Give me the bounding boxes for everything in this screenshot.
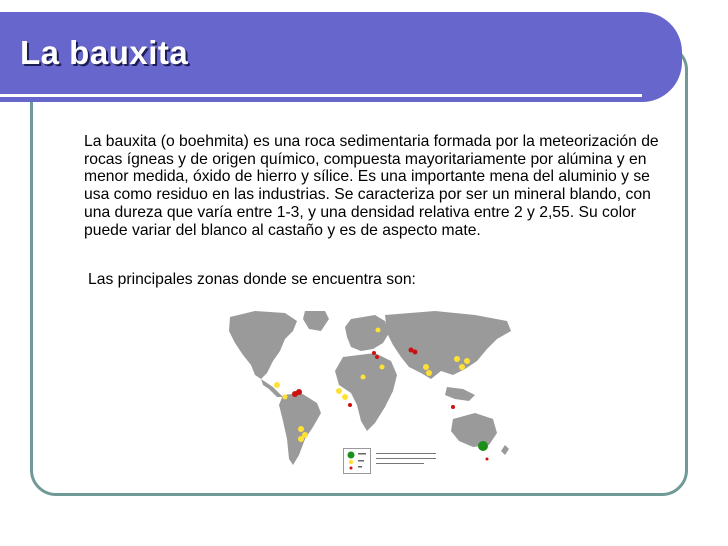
map-legend — [343, 448, 371, 474]
bauxite-world-map — [225, 309, 515, 469]
deposit-marker — [298, 426, 304, 432]
deposit-marker — [375, 355, 379, 359]
legend-caption — [376, 451, 436, 466]
deposit-marker — [380, 365, 385, 370]
greenland-landmass — [303, 311, 329, 331]
deposit-marker — [451, 405, 455, 409]
north-america-landmass — [229, 311, 297, 379]
deposit-marker — [486, 458, 489, 461]
slide-title: La bauxita — [20, 34, 189, 71]
asia-landmass — [385, 311, 511, 379]
legend-yellow-dot — [349, 460, 353, 464]
deposit-marker — [426, 370, 432, 376]
deposit-marker — [376, 328, 381, 333]
deposit-marker — [296, 389, 302, 395]
deposit-marker — [413, 350, 418, 355]
legend-swatch-text — [358, 453, 366, 455]
description-paragraph: La bauxita (o boehmita) es una roca sedimentaria formada por la meteorización de rocas ígneas y de origen químico, compuesta mayoritariamente por alúmina y en menor medida, óxido de hierro y sílice. Es una importante mena del aluminio y se usa como residuo en las industrias. Se caracteriza por ser un mineral blando, con una dureza que varía entre 1-3, y una densidad relativa entre 2 y 2,55. Su color puede variar del blanco al castaño y es de aspecto mate. — [84, 133, 659, 239]
deposit-marker — [423, 364, 429, 370]
legend-swatch-text — [358, 466, 362, 468]
new-zealand-landmass — [501, 445, 509, 455]
deposit-marker — [459, 364, 465, 370]
legend-swatches — [344, 449, 370, 473]
deposit-marker — [478, 441, 488, 451]
deposit-marker — [454, 356, 460, 362]
africa-landmass — [335, 353, 397, 431]
deposit-marker — [348, 403, 352, 407]
deposit-marker — [464, 358, 470, 364]
europe-landmass — [345, 315, 389, 351]
title-underline — [0, 94, 642, 97]
central-america-landmass — [261, 379, 283, 397]
australia-landmass — [451, 413, 497, 447]
legend-green-dot — [348, 452, 355, 459]
world-map-graphic — [225, 309, 515, 469]
deposit-marker — [361, 375, 366, 380]
deposit-marker — [342, 394, 348, 400]
deposit-marker — [274, 382, 280, 388]
deposit-marker — [283, 395, 288, 400]
zones-intro: Las principales zonas donde se encuentra son: — [88, 271, 416, 288]
deposit-marker — [372, 351, 376, 355]
southeast-asia-islands — [445, 387, 475, 401]
legend-red-dot — [350, 467, 353, 470]
legend-swatch-text — [358, 460, 364, 462]
deposit-marker — [298, 436, 304, 442]
deposit-marker — [336, 388, 342, 394]
